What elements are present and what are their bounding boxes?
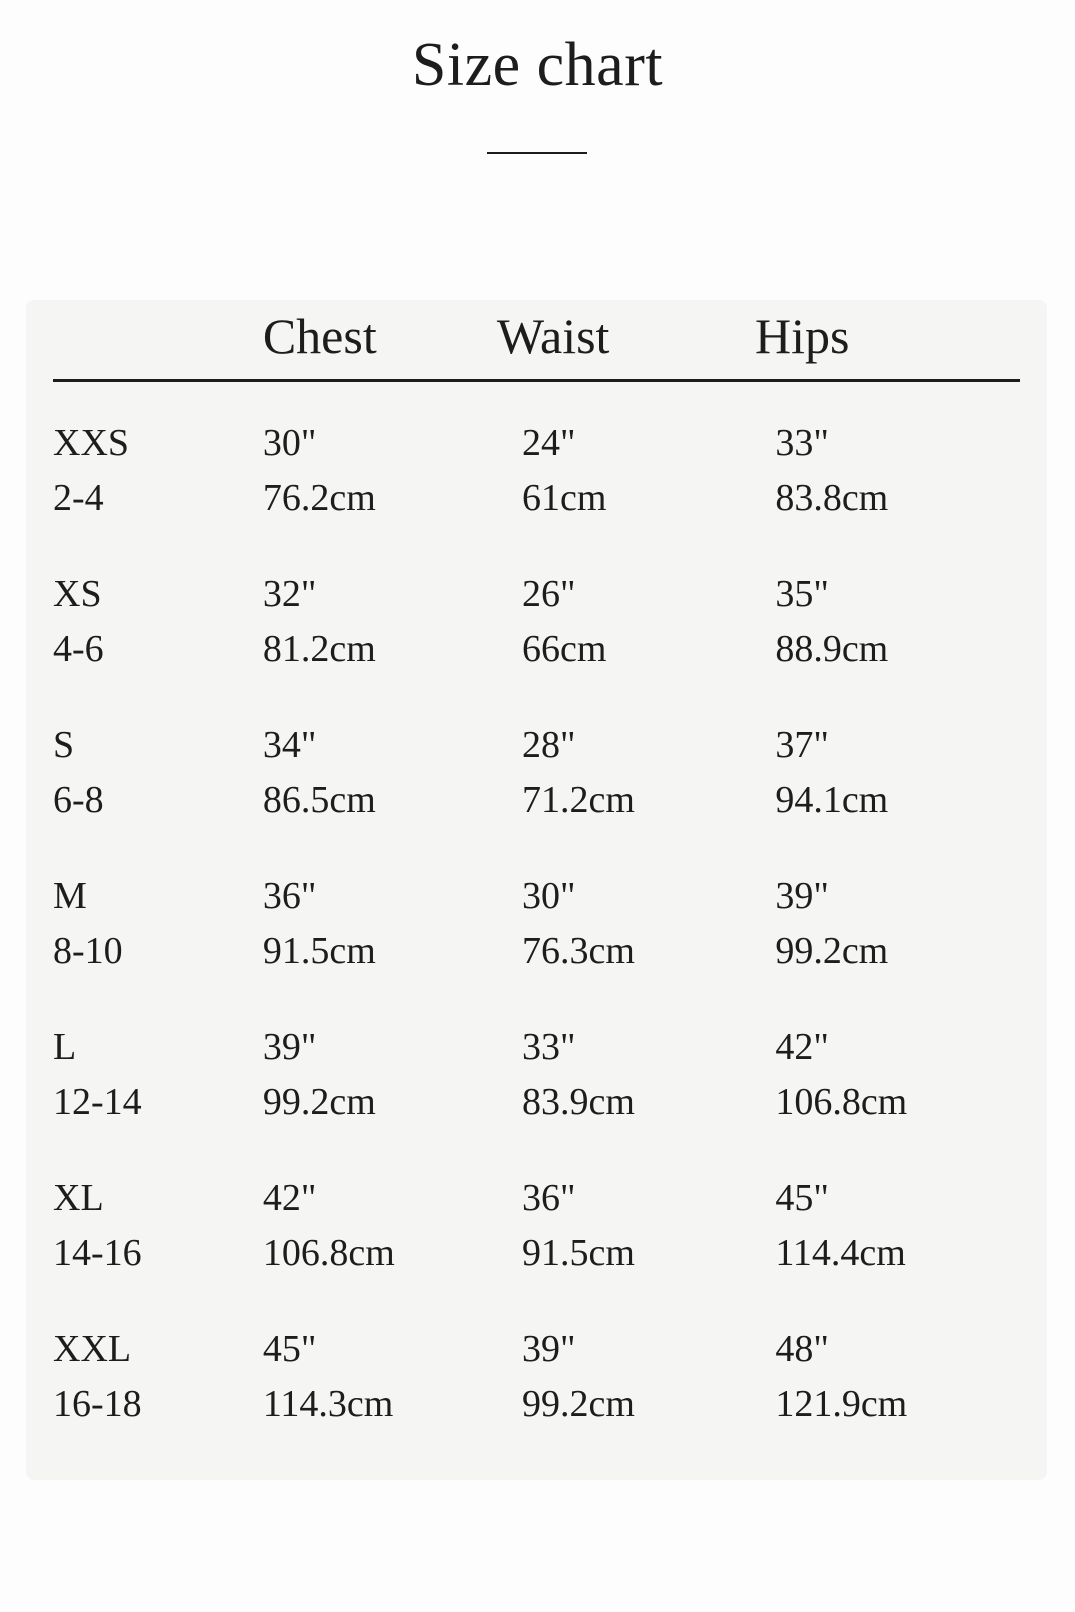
hips-cell: [775, 720, 1020, 825]
hips-cm: 114.4cm: [775, 1232, 906, 1274]
title-divider: [487, 152, 587, 154]
waist-cm: 91.5cm: [521, 1232, 635, 1274]
size-chart-panel: [26, 300, 1047, 1480]
hips-inches: 39": [775, 875, 829, 917]
waist-inches: 39": [521, 1328, 576, 1370]
chest-cm: 99.2cm: [262, 1081, 376, 1123]
waist-inches: 30": [521, 875, 576, 917]
size-cell: [53, 1173, 263, 1278]
size-code: L: [53, 1026, 77, 1068]
table-row: [53, 418, 1020, 523]
size-code: XS: [53, 573, 102, 615]
chest-cell: [263, 720, 522, 825]
size-range: 12-14: [53, 1081, 142, 1123]
hips-cm: 99.2cm: [775, 930, 889, 972]
table-row: [53, 1324, 1020, 1429]
hips-cell: [775, 418, 1020, 523]
hips-cell: [775, 1324, 1020, 1429]
chest-inches: 45": [262, 1328, 317, 1370]
size-code: XL: [53, 1177, 104, 1219]
hips-inches: 37": [775, 724, 829, 766]
waist-cm: 71.2cm: [521, 779, 635, 821]
hips-cell: [775, 1022, 1020, 1127]
size-range: 14-16: [53, 1232, 142, 1274]
waist-cell: [522, 1022, 775, 1127]
chest-inches: 36": [262, 875, 317, 917]
waist-cell: [522, 871, 775, 976]
column-header-hips: Hips: [755, 307, 850, 364]
chest-cm: 81.2cm: [262, 628, 376, 670]
chest-cell: [263, 1173, 522, 1278]
hips-cm: 94.1cm: [775, 779, 889, 821]
table-body: [53, 382, 1020, 1429]
waist-cell: [522, 1324, 775, 1429]
size-cell: [53, 418, 263, 523]
hips-inches: 48": [775, 1328, 829, 1370]
waist-cell: [522, 418, 775, 523]
hips-cell: [775, 871, 1020, 976]
column-header-waist: Waist: [496, 307, 610, 364]
size-range: 4-6: [53, 628, 104, 670]
table-row: [53, 569, 1020, 674]
column-header-chest: Chest: [262, 307, 377, 364]
waist-inches: 24": [521, 422, 576, 464]
chest-cell: [263, 418, 522, 523]
chest-cm: 76.2cm: [262, 477, 376, 519]
waist-cm: 99.2cm: [521, 1383, 635, 1425]
size-range: 2-4: [53, 477, 104, 519]
chest-cm: 86.5cm: [262, 779, 376, 821]
page-title: Size chart: [411, 31, 664, 99]
size-code: XXL: [53, 1328, 132, 1370]
size-cell: [53, 1022, 263, 1127]
table-row: [53, 871, 1020, 976]
chest-inches: 42": [262, 1177, 317, 1219]
waist-cell: [522, 569, 775, 674]
table-row: [53, 1173, 1020, 1278]
size-cell: [53, 720, 263, 825]
table-header-row: [53, 300, 1020, 382]
chest-cell: [263, 569, 522, 674]
waist-cell: [522, 1173, 775, 1278]
size-cell: [53, 871, 263, 976]
chest-cm: 106.8cm: [262, 1232, 395, 1274]
chest-inches: 32": [262, 573, 317, 615]
hips-inches: 33": [775, 422, 829, 464]
waist-inches: 28": [521, 724, 576, 766]
size-code: S: [53, 724, 75, 766]
chest-cm: 114.3cm: [262, 1383, 394, 1425]
size-range: 6-8: [53, 779, 104, 821]
waist-inches: 33": [521, 1026, 576, 1068]
chest-inches: 39": [262, 1026, 317, 1068]
size-code: M: [53, 875, 87, 917]
table-row: [53, 720, 1020, 825]
size-cell: [53, 1324, 263, 1429]
table-row: [53, 1022, 1020, 1127]
size-code: XXS: [53, 422, 130, 464]
hips-inches: 35": [775, 573, 829, 615]
waist-cell: [522, 720, 775, 825]
hips-cell: [775, 569, 1020, 674]
waist-inches: 36": [521, 1177, 576, 1219]
waist-cm: 66cm: [521, 628, 607, 670]
hips-cm: 106.8cm: [775, 1081, 908, 1123]
size-range: 16-18: [53, 1383, 142, 1425]
chest-cm: 91.5cm: [262, 930, 376, 972]
chest-inches: 34": [262, 724, 317, 766]
hips-cell: [775, 1173, 1020, 1278]
hips-cm: 88.9cm: [775, 628, 889, 670]
waist-cm: 76.3cm: [521, 930, 635, 972]
hips-cm: 121.9cm: [775, 1383, 908, 1425]
chest-cell: [263, 871, 522, 976]
size-cell: [53, 569, 263, 674]
hips-cm: 83.8cm: [775, 477, 889, 519]
chest-inches: 30": [262, 422, 317, 464]
waist-cm: 83.9cm: [521, 1081, 635, 1123]
size-range: 8-10: [53, 930, 123, 972]
hips-inches: 42": [775, 1026, 829, 1068]
chest-cell: [263, 1022, 522, 1127]
waist-cm: 61cm: [521, 477, 607, 519]
hips-inches: 45": [775, 1177, 829, 1219]
waist-inches: 26": [521, 573, 576, 615]
chest-cell: [263, 1324, 522, 1429]
